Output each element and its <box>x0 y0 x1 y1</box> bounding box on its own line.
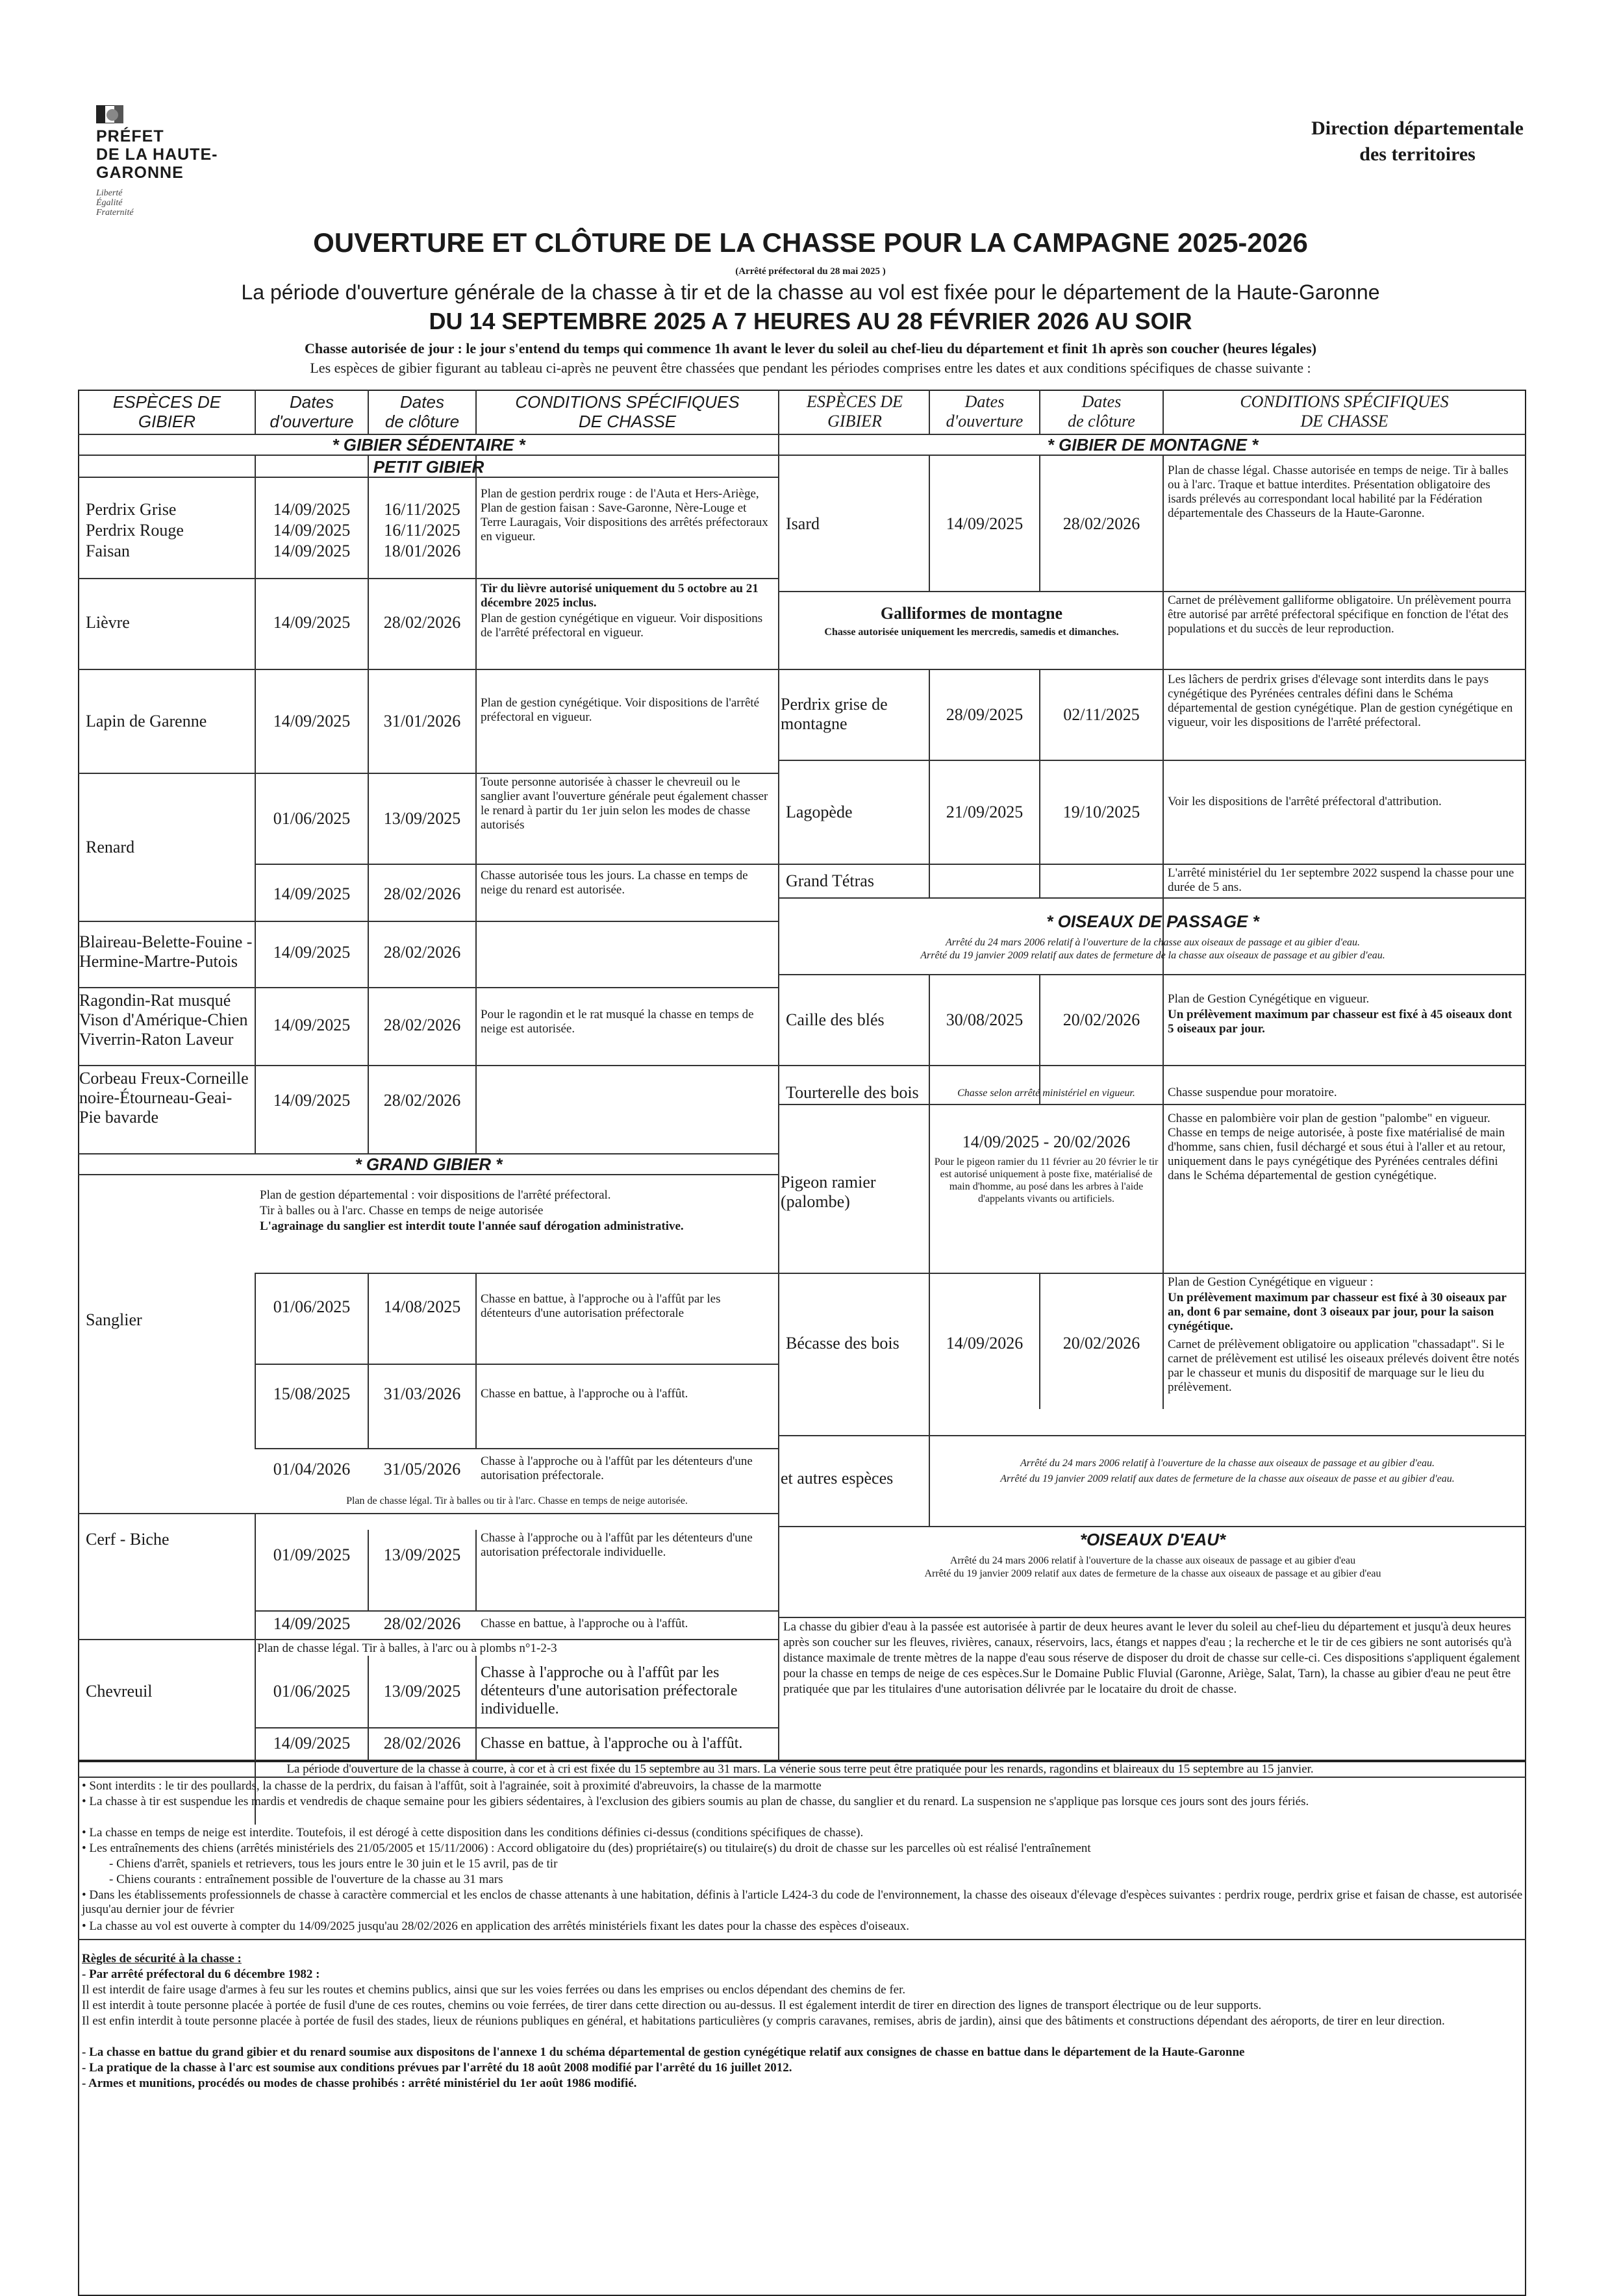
conditions-lapin: Plan de gestion cynégétique. Voir dispositions de l'arrêté préfectoral en vigueur. <box>481 696 760 724</box>
col-header-ouverture-left: Dates d'ouverture <box>270 392 354 431</box>
note-bullet: • Les entraînements des chiens (arrêtés ministériels des 21/05/2005 et 15/11/2006) : Accord obligatoire du (des) propriétaire(s) ou titulaire(s) du droit de chasse sur les parcelles où est réalisé l'entraînement <box>82 1841 1091 1855</box>
securite-bold-line: - La chasse en battue du grand gibier et du renard soumise aux dispositons de l'annexe 1 du schéma départemental de gestion cynégétique relatif aux consignes de chasse en battue dans le département de la Haute-Garonne <box>82 2045 1245 2059</box>
galliformes-title: Galliformes de montagne <box>880 604 1063 623</box>
conditions-becasse: Plan de Gestion Cynégétique en vigueur : <box>1168 1275 1374 1289</box>
species-perdrix-rouge: Perdrix Rouge <box>86 521 184 540</box>
open-date: 14/09/2025 <box>273 521 351 540</box>
close-date: 20/02/2026 <box>1062 1334 1140 1353</box>
note-bullet: • Dans les établissements professionnels de chasse à caractère commercial et les enclos de chasse attenants à une habitation, définis à l'article L424-3 du code de l'environnement, la chasse des oiseaux d'élevage d'espèces suivantes : perdrix rouge, perdrix grise et faisan de chasse, est autorisée jusqu'au dernier jour de février <box>82 1888 1523 1916</box>
note-bullet: • Sont interdits : le tir des poullards, la chasse de la perdrix, du faisan à l'affût, soit à l'agrainée, soit à proximité d'abreuvoirs, la chasse de la marmotte <box>82 1779 822 1793</box>
close-date: 16/11/2025 <box>384 500 460 519</box>
open-date: 14/09/2025 <box>273 1614 351 1633</box>
jour-definition: Chasse autorisée de jour : le jour s'entend du temps qui commence 1h avant le lever du soleil au chef-lieu du département et finit 1h après son coucher (heures légales) <box>304 340 1317 356</box>
col-header-conditions-right: CONDITIONS SPÉCIFIQUES DE CHASSE <box>1240 392 1449 430</box>
close-date: 31/03/2026 <box>383 1384 461 1403</box>
section-oiseaux-passage: * OISEAUX DE PASSAGE * <box>1046 912 1259 931</box>
open-date: 14/09/2025 <box>273 943 351 962</box>
close-date: 19/10/2025 <box>1062 803 1140 821</box>
close-date: 13/09/2025 <box>383 1545 461 1564</box>
species-blaireau: Blaireau-Belette-Fouine - Hermine-Martre-Putois <box>79 932 253 971</box>
close-date: 28/02/2026 <box>383 1091 461 1110</box>
section-grand-gibier: * GRAND GIBIER * <box>355 1154 503 1174</box>
col-header-conditions-left: CONDITIONS SPÉCIFIQUES DE CHASSE <box>515 392 740 431</box>
sanglier-plan-1: Plan de gestion départemental : voir dispositions de l'arrêté préfectoral. <box>260 1188 611 1202</box>
open-date: 14/09/2025 <box>273 1734 351 1753</box>
section-gibier-montagne: * GIBIER DE MONTAGNE * <box>1047 435 1259 455</box>
prefet-line-2: DE LA HAUTE- <box>96 145 218 164</box>
securite-bold-line: - Armes et munitions, procédés ou modes de chasse prohibés : arrêté ministériel du 1er août 1986 modifié. <box>82 2077 637 2090</box>
conditions-lievre: Plan de gestion cynégétique en vigueur. Voir dispositions de l'arrêté préfectoral en vigueur. <box>481 612 763 640</box>
page-title: OUVERTURE ET CLÔTURE DE LA CHASSE POUR LA CAMPAGNE 2025-2026 <box>313 227 1308 258</box>
conditions-cerf-2: Chasse en battue, à l'approche ou à l'affût. <box>481 1617 688 1630</box>
open-date: 01/06/2025 <box>273 1297 351 1316</box>
conditions-lagopede: Voir les dispositions de l'arrêté préfectoral d'attribution. <box>1168 795 1442 808</box>
open-date: 14/09/2025 <box>273 500 351 519</box>
open-date: 01/06/2025 <box>273 1682 351 1701</box>
species-autres: et autres espèces <box>781 1469 894 1488</box>
close-date: 13/09/2025 <box>383 1682 461 1701</box>
arrete-reference: (Arrêté préfectoral du 28 mai 2025 ) <box>735 266 886 277</box>
devise-egalite: Égalité <box>96 198 123 208</box>
passage-arrete-1: Arrêté du 24 mars 2006 relatif à l'ouverture de la chasse aux oiseaux de passage et au gibier d'eau. <box>946 937 1360 948</box>
conditions-sanglier-2: Chasse en battue, à l'approche ou à l'affût. <box>481 1387 688 1401</box>
col-header-ouverture-right: Dates d'ouverture <box>946 392 1024 430</box>
species-becasse: Bécasse des bois <box>786 1334 899 1353</box>
securite-line: Il est interdit à toute personne placée à portée de fusil d'une de ces routes, chemins ou voie ferrées, de tirer dans cette direction ou au-dessus. Il est également interdit de tirer en direction des lignes de transport électrique ou de leur supports. <box>82 1999 1262 2012</box>
conditions-caille: Plan de Gestion Cynégétique en vigueur. <box>1168 992 1370 1006</box>
direction-title <box>1311 116 1524 168</box>
conditions-perdrix: Plan de gestion perdrix rouge : de l'Auta et Hers-Ariège, Plan de gestion faisan : Save-Garonne, Nère-Louge et Terre Lauragais, Voir dispositions des arrêtés préfectoraux en vigueur. <box>481 487 768 543</box>
open-date: 15/08/2025 <box>273 1384 351 1403</box>
securite-line: Il est interdit de faire usage d'armes à feu sur les routes et chemins publics, ainsi que sur les voies ferrées ou dans les emprises ou enclos dépendant des chemins de fer. <box>82 1983 906 1997</box>
securite-line: Il est enfin interdit à toute personne placée à portée de fusil des stades, lieux de réunions publiques en général, et habitations particulières (y compris caravanes, remises, abris de jardin), ainsi que des bâtiments et constructions dépendant des aéroports, de tirer en leur direction. <box>82 2014 1445 2028</box>
note-bullet: • La chasse à tir est suspendue les mardis et vendredis de chaque semaine pour les gibiers sédentaires, à l'exclusion des gibiers soumis au plan de chasse, du sanglier et du renard. La suspension ne s'applique pas lorsque ces jours sont des jours fériés. <box>82 1795 1309 1808</box>
open-date: 14/09/2025 <box>273 1016 351 1034</box>
species-corbeau: Corbeau Freux-Corneille noire-Étourneau-Geai- Pie bavarde <box>79 1069 249 1127</box>
col-header-cloture-right: Dates de clôture <box>1068 392 1135 430</box>
direction-line-1: Direction départementale <box>1311 118 1524 139</box>
species-ragondin: Ragondin-Rat musqué Vison d'Amérique-Chien Viverrin-Raton Laveur <box>79 991 248 1049</box>
conditions-chevreuil-2: Chasse en battue, à l'approche ou à l'affût. <box>481 1735 743 1752</box>
autres-arrete-2: Arrêté du 19 janvier 2009 relatif aux dates de fermeture de la chasse aux oiseaux de passe et au gibier d'eau. <box>1000 1473 1455 1484</box>
col-header-cloture-left: Dates de clôture <box>384 392 460 431</box>
securite-title: Règles de sécurité à la chasse : <box>82 1952 242 1965</box>
periode-text: La période d'ouverture générale de la chasse à tir et de la chasse au vol est fixée pour le département de la Haute-Garonne <box>241 281 1380 304</box>
close-date: 28/02/2026 <box>383 884 461 903</box>
open-date: 01/09/2025 <box>273 1545 351 1564</box>
close-date: 02/11/2025 <box>1063 705 1140 724</box>
species-renard: Renard <box>86 838 135 856</box>
conditions-isard: Plan de chasse légal. Chasse autorisée en temps de neige. Tir à balles ou à l'arc. Traque et battue interdites. Présentation obligatoire des isards prélevés au correspondant local habilité par la Fédération départementale des Chasseurs de la Haute-Garonne. <box>1168 464 1509 520</box>
species-tourterelle: Tourterelle des bois <box>786 1083 919 1102</box>
conditions-becasse-2: Carnet de prélèvement obligatoire ou application "chassadapt". Si le carnet de prélèvement est utilisé les oiseaux prélevés doivent être notés par le chasseur et munis du dispositif de marquage sur le lieu du prélèvement. <box>1168 1338 1520 1394</box>
especes-note: Les espèces de gibier figurant au tableau ci-après ne peuvent être chassées que pendant les périodes comprises entre les dates et aux conditions spécifiques de chasse suivante : <box>310 360 1311 376</box>
close-date: 14/08/2025 <box>383 1297 461 1316</box>
close-date: 28/02/2026 <box>383 1016 461 1034</box>
marianne-logo-icon <box>96 105 123 123</box>
dates-headline: DU 14 SEPTEMBRE 2025 A 7 HEURES AU 28 FÉVRIER 2026 AU SOIR <box>429 308 1192 334</box>
devise-fraternite: Fraternité <box>96 208 134 218</box>
species-sanglier: Sanglier <box>86 1310 142 1329</box>
close-date: 28/02/2026 <box>383 1734 461 1753</box>
conditions-pigeon: Chasse en palombière voir plan de gestion "palombe" en vigueur. Chasse en temps de neige autorisée, à poste fixe matérialisé de main d'homme, sans chien, fusil déchargé et sous étui à l'aller et au retour, uniquement dans le pays cynégétique des Pyrénées centrales défini dans le Schéma départemental de gestion cynégétique. <box>1168 1112 1506 1182</box>
close-date: 28/02/2026 <box>383 613 461 632</box>
species-perdrix-grise: Perdrix Grise <box>86 500 177 519</box>
open-date: 30/08/2025 <box>946 1010 1024 1029</box>
section-gibier-sedentaire: * GIBIER SÉDENTAIRE * <box>332 435 525 455</box>
galliformes-sub: Chasse autorisée uniquement les mercredis, samedis et dimanches. <box>824 627 1119 638</box>
note-bullet: • La chasse au vol est ouverte à compter du 14/09/2025 jusqu'au 28/02/2026 en application des arrêtés ministériels fixant les dates pour la chasse des espèces d'oiseaux. <box>82 1919 910 1933</box>
open-date: 21/09/2025 <box>946 803 1024 821</box>
prefecture-logo <box>96 105 252 218</box>
close-date: 31/05/2026 <box>383 1460 461 1479</box>
close-date: 20/02/2026 <box>1062 1010 1140 1029</box>
passage-arrete-2: Arrêté du 19 janvier 2009 relatif aux dates de fermeture de la chasse aux oiseaux de passage et au gibier d'eau. <box>920 950 1385 961</box>
note-bullet: - Chiens courants : entraînement possible de l'ouverture de la chasse au 31 mars <box>109 1873 503 1886</box>
conditions-becasse-bold: Un prélèvement maximum par chasseur est fixé à 30 oiseaux par an, dont 6 par semaine, dont 3 oiseaux par jour, pour la saison cynégétique. <box>1168 1291 1507 1333</box>
conditions-renard-1: Toute personne autorisée à chasser le chevreuil ou le sanglier avant l'ouverture générale peut également chasser le renard à partir du 1er juin selon les modes de chasse autorisés <box>481 775 768 832</box>
open-date: 14/09/2025 <box>273 542 351 560</box>
close-date: 16/11/2025 <box>384 521 460 540</box>
conditions-lievre-bold: Tir du lièvre autorisé uniquement du 5 octobre au 21 décembre 2025 inclus. <box>481 582 759 610</box>
close-date: 28/02/2026 <box>1062 514 1140 533</box>
col-header-especes-left: ESPÈCES DE GIBIER <box>112 392 221 431</box>
open-date: 14/09/2025 <box>946 514 1024 533</box>
conditions-cerf-1: Chasse à l'approche ou à l'affût par les détenteurs d'une autorisation préfectorale individuelle. <box>481 1531 753 1559</box>
cerf-plan: Plan de chasse légal. Tir à balles ou tir à l'arc. Chasse en temps de neige autorisée. <box>346 1495 688 1506</box>
conditions-sanglier-3: Chasse à l'approche ou à l'affût par les détenteurs d'une autorisation préfectorale. <box>481 1454 753 1482</box>
open-date: 14/09/2026 <box>946 1334 1024 1353</box>
note-bullet: • La chasse en temps de neige est interdite. Toutefois, il est dérogé à cette disposition dans les conditions définies ci-dessus (conditions spécifiques de chasse). <box>82 1826 864 1840</box>
species-perdrix-montagne: Perdrix grise de montagne <box>781 695 888 733</box>
note-courre: La période d'ouverture de la chasse à courre, à cor et à cri est fixée du 15 septembre au 31 mars. La vénerie sous terre peut être pratiquée pour les renards, ragondins et blaireaux du 15 septembre au 15 janvier. <box>286 1762 1314 1776</box>
eau-text: La chasse du gibier d'eau à la passée est autorisée à partir de deux heures avant le lever du soleil au chef-lieu du département et jusqu'à deux heures après son coucher sur les fleuves, rivières, canaux, réservoirs, lacs, étangs et nappes d'eau ; la recherche et le tir de ces gibiers ne sont autorisés qu'à distance maximale de trente mètres de la nappe d'eau sous réserve de disposer du droit de chasse sur celle-ci. Ces dispositions s'appliquent également pour la chasse en temps de neige de ces espèces.Sur le Domaine Public Fluvial (Garonne, Ariège, Salat, Tarn), la chasse au gibier d'eau ne peut être pratiquée que par les titulaires d'une autorisation délivrée par le locataire du droit de chasse. <box>783 1620 1520 1696</box>
conditions-ragondin: Pour le ragondin et le rat musqué la chasse en temps de neige est autorisée. <box>481 1008 754 1036</box>
conditions-galliformes: Carnet de prélèvement galliforme obligatoire. Un prélèvement pourra être autorisé par arrêté préfectoral spécifique en fonction de l'état des populations et du succès de leur reproduction. <box>1168 593 1511 636</box>
species-grand-tetras: Grand Tétras <box>786 871 874 890</box>
species-lapin: Lapin de Garenne <box>86 712 207 730</box>
species-lagopede: Lagopède <box>786 803 853 821</box>
sanglier-plan-bold: L'agrainage du sanglier est interdit toute l'année sauf dérogation administrative. <box>260 1219 684 1233</box>
devise-liberte: Liberté <box>96 188 123 198</box>
species-faisan: Faisan <box>86 542 130 560</box>
prefet-line-1: PRÉFET <box>96 127 164 145</box>
species-pigeon: Pigeon ramier (palombe) <box>781 1173 876 1211</box>
open-date: 01/06/2025 <box>273 809 351 828</box>
species-cerf: Cerf - Biche <box>86 1530 170 1549</box>
open-date: 14/09/2025 <box>273 1091 351 1110</box>
securite-bold-line: - La pratique de la chasse à l'arc est soumise aux conditions prévues par l'arrêté du 18 août 2008 modifié par l'arrêté du 16 juillet 2012. <box>82 2061 792 2075</box>
prefet-line-3: GARONNE <box>96 164 184 182</box>
tourterelle-dates: Chasse selon arrêté ministériel en vigueur. <box>957 1088 1135 1099</box>
note-bullet: - Chiens d'arrêt, spaniels et retrievers, tous les jours entre le 30 juin et le 15 avril, pas de tir <box>109 1857 558 1871</box>
open-date: 14/09/2025 <box>273 712 351 730</box>
col-header-especes-right: ESPÈCES DE GIBIER <box>806 392 903 430</box>
section-oiseaux-eau: *OISEAUX D'EAU* <box>1079 1530 1226 1549</box>
securite-sub: - Par arrêté préfectoral du 6 décembre 1982 : <box>82 1967 320 1981</box>
autres-arrete-1: Arrêté du 24 mars 2006 relatif à l'ouverture de la chasse aux oiseaux de passage et au gibier d'eau. <box>1020 1458 1435 1469</box>
conditions-grand-tetras: L'arrêté ministériel du 1er septembre 2022 suspend la chasse pour une durée de 5 ans. <box>1168 866 1514 894</box>
conditions-tourterelle: Chasse suspendue pour moratoire. <box>1168 1086 1337 1099</box>
open-date: 01/04/2026 <box>273 1460 351 1479</box>
conditions-perdrix-montagne: Les lâchers de perdrix grises d'élevage sont interdits dans le pays cynégétique des Pyrénées centrales défini dans le Schéma départemental de gestion cynégétique. Plan de gestion cynégétique en vigueur, voir les dispositions de l'arrêté préfectoral. <box>1168 673 1513 729</box>
direction-line-2: des territoires <box>1359 144 1476 165</box>
pigeon-dates-note: Pour le pigeon ramier du 11 février au 20 février le tir est autorisé uniquement à poste fixe, matérialisé de main d'homme, au posé dans les arbres à l'aide d'appelants vivants ou artificiels. <box>934 1156 1159 1204</box>
conditions-chevreuil-1: Chasse à l'approche ou à l'affût par les détenteurs d'une autorisation préfectorale individuelle. <box>481 1664 738 1717</box>
close-date: 18/01/2026 <box>383 542 461 560</box>
conditions-renard-2: Chasse autorisée tous les jours. La chasse en temps de neige du renard est autorisée. <box>481 869 748 897</box>
pigeon-dates: 14/09/2025 - 20/02/2026 <box>962 1132 1131 1151</box>
open-date: 14/09/2025 <box>273 884 351 903</box>
chevreuil-plan: Plan de chasse légal. Tir à balles, à l'arc ou à plombs n°1-2-3 <box>257 1641 557 1655</box>
close-date: 31/01/2026 <box>383 712 461 730</box>
close-date: 28/02/2026 <box>383 1614 461 1633</box>
conditions-caille-bold: Un prélèvement maximum par chasseur est fixé à 45 oiseaux dont 5 oiseaux par jour. <box>1168 1008 1513 1036</box>
close-date: 13/09/2025 <box>383 809 461 828</box>
conditions-sanglier-1: Chasse en battue, à l'approche ou à l'affût par les détenteurs d'une autorisation préfectorale <box>481 1292 721 1320</box>
open-date: 14/09/2025 <box>273 613 351 632</box>
sanglier-plan-2: Tir à balles ou à l'arc. Chasse en temps de neige autorisée <box>260 1204 544 1217</box>
open-date: 28/09/2025 <box>946 705 1024 724</box>
section-petit-gibier: PETIT GIBIER <box>373 457 484 477</box>
eau-arrete-2: Arrêté du 19 janvier 2009 relatif aux dates de fermeture de la chasse aux oiseaux de passage et au gibier d'eau <box>924 1568 1381 1579</box>
species-lievre: Lièvre <box>86 613 130 632</box>
close-date: 28/02/2026 <box>383 943 461 962</box>
species-isard: Isard <box>786 514 820 533</box>
eau-arrete-1: Arrêté du 24 mars 2006 relatif à l'ouverture de la chasse aux oiseaux de passage et au gibier d'eau <box>949 1555 1356 1566</box>
species-chevreuil: Chevreuil <box>86 1682 153 1701</box>
species-caille: Caille des blés <box>786 1010 885 1029</box>
